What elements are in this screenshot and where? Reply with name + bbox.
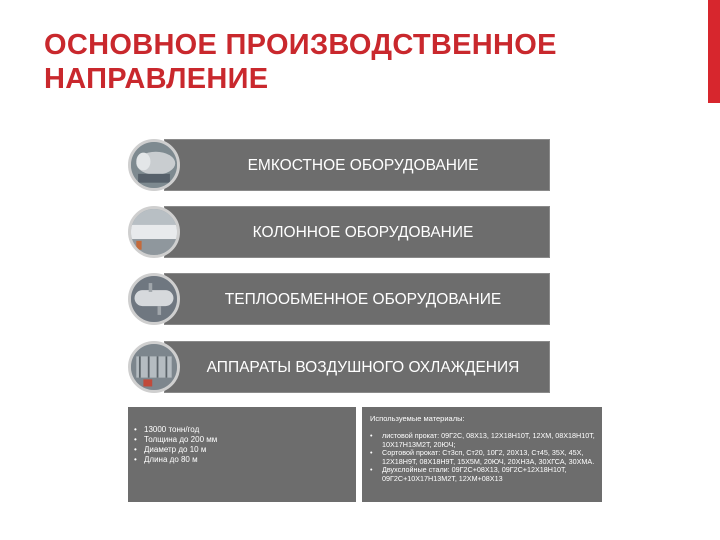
page-title-line-1: ОСНОВНОЕ ПРОИЗВОДСТВЕННОЕ [44,29,557,61]
page-title [44,28,684,96]
tank-photo-icon [128,139,180,191]
column-photo-icon [128,206,180,258]
category-item-tank-equipment[interactable] [128,139,550,191]
category-banner [164,139,550,191]
heat-exchanger-photo-icon [128,273,180,325]
category-label: ЕМКОСТНОЕ ОБОРУДОВАНИЕ [247,156,479,174]
category-banner [164,341,550,393]
production-specs-list [128,407,356,465]
list-item: • Длина до 80 м [134,455,198,464]
category-item-column-equipment[interactable] [128,206,550,258]
materials-list [370,432,596,484]
category-banner [164,206,550,258]
category-label: ТЕПЛООБМЕННОЕ ОБОРУДОВАНИЕ [224,290,502,308]
list-item: • 13000 тонн/год [134,425,200,434]
list-item: • Диаметр до 10 м [134,445,207,454]
list-item: • Двухслойные стали: 09Г2С+08Х13, 09Г2С+12Х18Н10Т, 09Г2С+10Х17Н13М2Т, 12ХМ+08Х13 [370,465,567,483]
materials-box [362,407,602,502]
category-label: КОЛОННОЕ ОБОРУДОВАНИЕ [252,223,474,241]
category-label: АППАРАТЫ ВОЗДУШНОГО ОХЛАЖДЕНИЯ [206,358,520,376]
air-cooler-photo-icon [128,341,180,393]
list-item: • Толщина до 200 мм [134,435,218,444]
production-specs-box [128,407,356,502]
list-item: • Сортовой прокат: Ст3сп, Ст20, 10Г2, 20Х13, Ст45, 35Х, 45Х, 12Х18Н9Т, 08Х18Н9Т, 15Х5М, 20ЮЧ, 20ХН3А, 30ХГСА, 30ХМА. [370,448,595,466]
list-item: • листовой прокат: 09Г2С, 08Х13, 12Х18Н10Т, 12ХМ, 08Х18Н10Т, 10Х17Н13М2Т, 20ЮЧ; [370,431,595,449]
category-item-heat-exchange-equipment[interactable] [128,273,550,325]
category-item-air-cooling-apparatus[interactable] [128,341,550,393]
category-banner [164,273,550,325]
materials-title: Используемые материалы: [370,414,465,423]
accent-bar [708,0,720,103]
page-title-line-2: НАПРАВЛЕНИЕ [44,63,269,95]
